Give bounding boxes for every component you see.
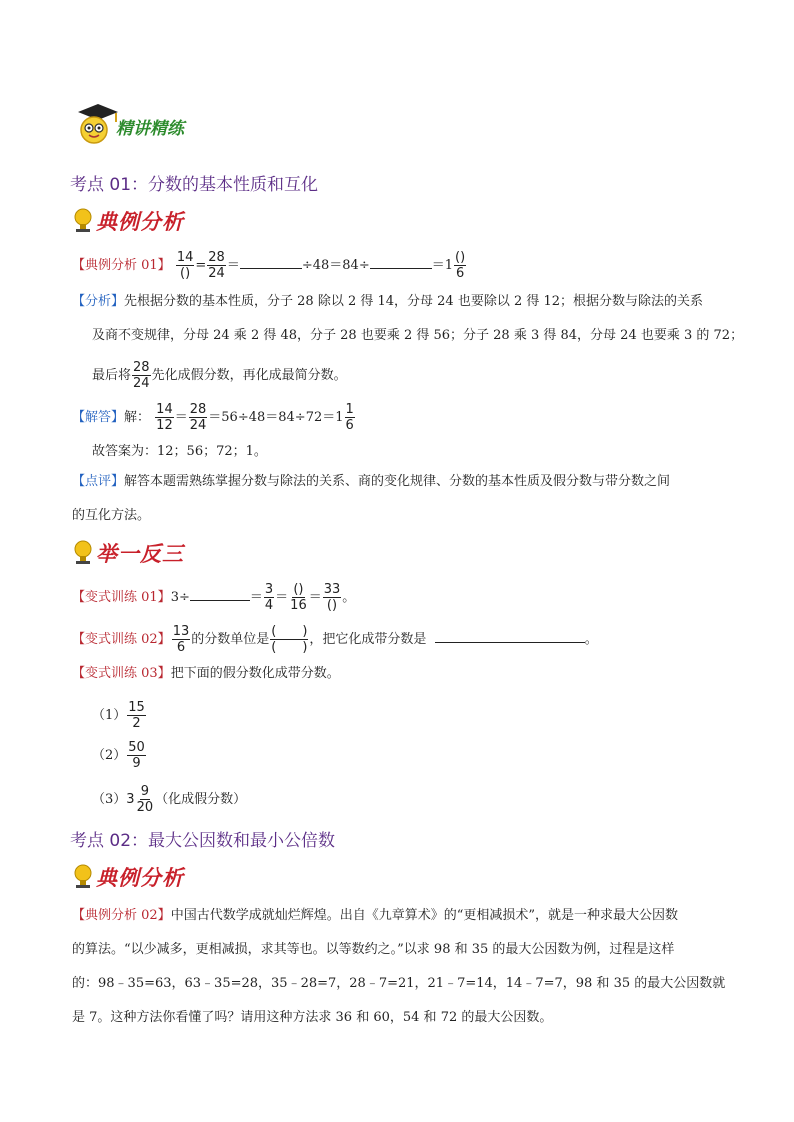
answer-blank[interactable]	[240, 254, 302, 269]
section-title-1: 考点 01：分数的基本性质和互化	[70, 175, 319, 195]
comment-line-1: 【点评】解答本题需熟练掌握分数与除法的关系、商的变化规律、分数的基本性质及假分数与带分数之间	[72, 474, 671, 489]
practice-tag: 【变式训练 03】	[72, 666, 171, 681]
practice-header-label: 举一反三	[96, 542, 184, 566]
fraction: $\frac{50}{9}$	[128, 740, 145, 771]
practice-tag: 【变式训练 01】	[72, 590, 171, 605]
fraction: $\frac{28}{24}$	[189, 402, 207, 433]
example-01: 【典例分析 01】 $\frac{14}{()}$ = $\frac{28}{24}$ ＝ ÷48＝84÷ ＝1 $\frac{()}{6}$	[72, 250, 466, 281]
example-02-line-1: 【典例分析 02】中国古代数学成就灿烂辉煌。出自《九章算术》的“更相减损术”，就是一种求最大公因数	[72, 908, 678, 923]
fraction: $\frac{()}{6}$	[455, 250, 466, 281]
solution-answer: 故答案为：12；56；72；1。	[92, 444, 267, 459]
practice-03-item-1: （1） $\frac{15}{2}$	[92, 700, 145, 731]
comment-line-2: 的互化方法。	[72, 508, 151, 523]
example-02-line-4: 是 7。这种方法你看懂了吗？请用这种方法求 36 和 60，54 和 72 的最大公因数。	[72, 1010, 553, 1025]
solution-tag: 【解答】	[72, 410, 125, 425]
fraction: $\frac{1}{6}$	[345, 402, 354, 433]
badge-label: 精讲精练	[116, 119, 184, 139]
fraction: $\frac{3}{4}$	[264, 582, 274, 613]
fraction: $\frac{28}{24}$	[133, 360, 150, 391]
fraction: $\frac{13}{6}$	[172, 624, 190, 655]
fraction: $\frac{15}{2}$	[128, 700, 145, 731]
answer-blank[interactable]	[435, 628, 585, 643]
fraction: $\frac{14}{()}$	[176, 250, 194, 281]
example-tag: 【典例分析 02】	[72, 908, 171, 923]
practice-03-item-2: （2） $\frac{50}{9}$	[92, 740, 145, 771]
answer-blank[interactable]	[190, 586, 250, 601]
fraction: $\frac{14}{12}$	[156, 402, 173, 433]
example-header-1	[72, 204, 212, 238]
solution-line: 【解答】解： $\frac{14}{12}$ ＝ $\frac{28}{24}$ ＝56÷48＝84÷72＝1 $\frac{1}{6}$	[72, 402, 354, 433]
unit-fraction-blank[interactable]: $\frac{( )}{( )}$	[271, 624, 308, 655]
answer-blank[interactable]	[370, 254, 432, 269]
analysis-line-3: 最后将 $\frac{28}{24}$ 先化成假分数，再化成最简分数。	[92, 360, 347, 391]
section-title-2: 考点 02：最大公因数和最小公倍数	[70, 831, 336, 851]
comment-tag: 【点评】	[72, 474, 125, 489]
analysis-line-2: 及商不变规律，分母 24 乘 2 得 48，分子 28 也要乘 2 得 56；分子 28 乘 3 得 84，分母 24 也要乘 3 的 72；	[92, 328, 744, 343]
fraction: $\frac{28}{24}$	[208, 250, 225, 281]
practice-01: 【变式训练 01】3÷ ＝ $\frac{3}{4}$ ＝ $\frac{()}{16}$ ＝ $\frac{33}{()}$ 。	[72, 582, 356, 613]
trophy-icon	[72, 538, 94, 566]
analysis-tag: 【分析】	[72, 294, 125, 309]
example-02-line-2: 的算法。“以少减多，更相减损，求其等也。以等数约之。”以求 98 和 35 的最大公因数为例，过程是这样	[72, 942, 675, 957]
example-02-line-3: 的：98﹣35=63，63﹣35=28，35﹣28=7，28﹣7=21，21﹣7=14，14﹣7=7，98 和 35 的最大公因数就	[72, 976, 726, 991]
example-header-label: 典例分析	[96, 210, 184, 234]
practice-header	[72, 536, 222, 570]
fraction: $\frac{9}{20}$	[136, 784, 154, 815]
practice-03-item-3: （3）3 $\frac{9}{20}$ （化成假分数）	[92, 784, 247, 815]
example-tag: 【典例分析 01】	[72, 258, 171, 273]
fraction: $\frac{33}{()}$	[323, 582, 341, 613]
trophy-icon	[72, 206, 94, 234]
fraction: $\frac{()}{16}$	[290, 582, 307, 613]
example-header-2	[72, 860, 212, 894]
practice-tag: 【变式训练 02】	[72, 632, 171, 647]
practice-03: 【变式训练 03】把下面的假分数化成带分数。	[72, 666, 340, 681]
section-badge	[72, 100, 232, 146]
practice-02: 【变式训练 02】 $\frac{13}{6}$ 的分数单位是 $\frac{( )}{( )}$ ，把它化成带分数是 。	[72, 624, 598, 655]
analysis-line-1: 【分析】先根据分数的基本性质，分子 28 除以 2 得 14，分母 24 也要除以 2 得 12；根据分数与除法的关系	[72, 294, 704, 309]
scholar-mascot-icon	[72, 100, 120, 146]
trophy-icon	[72, 862, 94, 890]
example-header-label: 典例分析	[96, 866, 184, 890]
